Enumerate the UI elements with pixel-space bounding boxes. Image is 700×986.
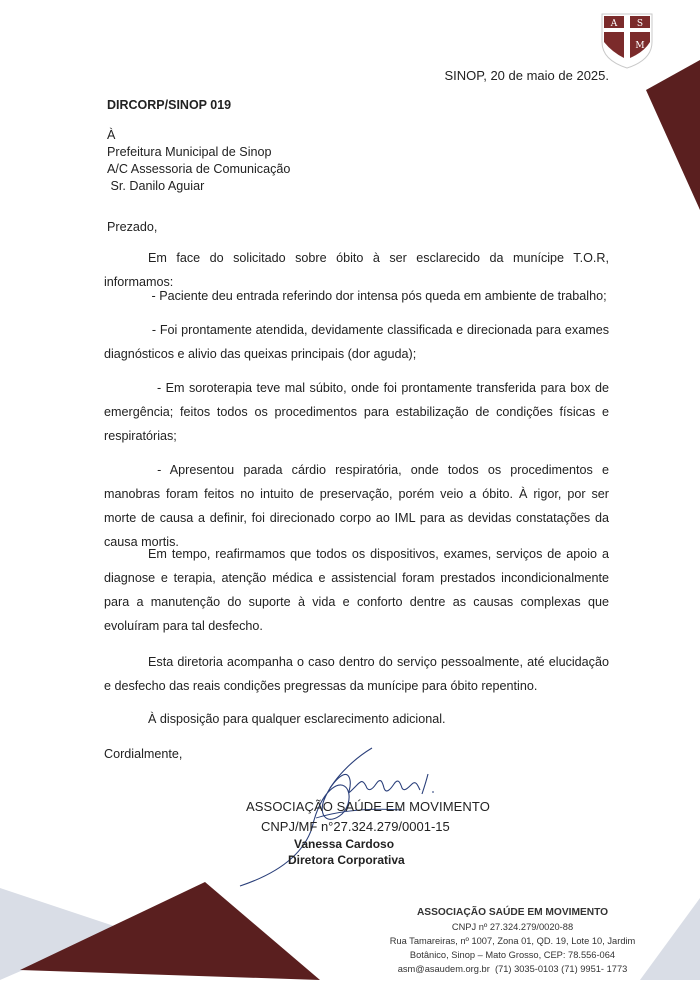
- logo-letter-s: S: [636, 19, 644, 29]
- signatory-role: Diretora Corporativa: [288, 853, 405, 867]
- addressee-line: A/C Assessoria de Comunicação: [107, 162, 291, 176]
- signature-organization: ASSOCIAÇÃO SAÚDE EM MOVIMENTO: [246, 799, 490, 814]
- logo-letter-a: A: [610, 19, 618, 29]
- footer: [380, 906, 645, 976]
- paragraph-reaffirm: Em tempo, reafirmamos que todos os dispositivos, exames, serviços de apoio a diagnose e terapia, atenção médica e assistencial foram prestados incondicionalmente para a manutenção do suporte à vida e conforto dentre as causas complexas que evoluíram para tal desfecho.: [104, 547, 609, 633]
- paragraph-item-4: - Apresentou parada cárdio respiratória, onde todos os procedimentos e manobras foram feitos no intuito de preservação, porém veio a óbito. À rigor, por ser morte de causa a definir, foi direcionado corpo ao IML para as devidas constatações da causa mortis.: [104, 463, 613, 549]
- paragraph-item-3: - Em soroterapia teve mal súbito, onde foi prontamente transferida para box de emergência; feitos todos os procedimentos para estabilização de condições físicas e respiratórias;: [104, 381, 613, 443]
- footer-contact: asm@asaudem.org.br (71) 3035-0103 (71) 9951- 1773: [397, 964, 628, 974]
- paragraph-intro: Em face do solicitado sobre óbito à ser esclarecido da munícipe T.O.R, informamos:: [104, 251, 609, 289]
- footer-address-line: Rua Tamareiras, nº 1007, Zona 01, QD. 19, Lote 10, Jardim: [389, 936, 636, 946]
- addressee-line: Prefeitura Municipal de Sinop: [107, 145, 272, 159]
- greeting: Prezado,: [107, 220, 158, 234]
- footer-org-name: ASSOCIAÇÃO SAÚDE EM MOVIMENTO: [416, 907, 609, 918]
- paragraph-board: Esta diretoria acompanha o caso dentro do serviço pessoalmente, até elucidação e desfecho das reais condições pregressas da munícipe para óbito repentino.: [104, 655, 609, 693]
- addressee-line: Sr. Danilo Aguiar: [107, 179, 205, 193]
- signatory-name: Vanessa Cardoso: [294, 837, 395, 851]
- paragraph-availability: À disposição para qualquer esclarecimento adicional.: [148, 712, 446, 726]
- addressee-line: À: [107, 128, 116, 142]
- place-date: SINOP, 20 de maio de 2025.: [444, 68, 609, 83]
- signature-cnpj: CNPJ/MF n°27.324.279/0001-15: [261, 819, 450, 834]
- closing: Cordialmente,: [104, 747, 183, 761]
- paragraph-item-1: - Paciente deu entrada referindo dor intensa pós queda em ambiente de trabalho;: [148, 289, 607, 303]
- reference-number: DIRCORP/SINOP 019: [107, 98, 232, 112]
- addressee-block: [107, 127, 290, 195]
- footer-address-line: Botânico, Sinop – Mato Grosso, CEP: 78.556-064: [409, 950, 616, 960]
- paragraph-item-2: - Foi prontamente atendida, devidamente classificada e direcionada para exames diagnósticos e alivio das queixas principais (dor aguda);: [104, 323, 613, 361]
- footer-cnpj: CNPJ nº 27.324.279/0020-88: [451, 922, 574, 932]
- logo-letter-m: M: [635, 41, 645, 51]
- decorative-triangle-right: [640, 60, 700, 210]
